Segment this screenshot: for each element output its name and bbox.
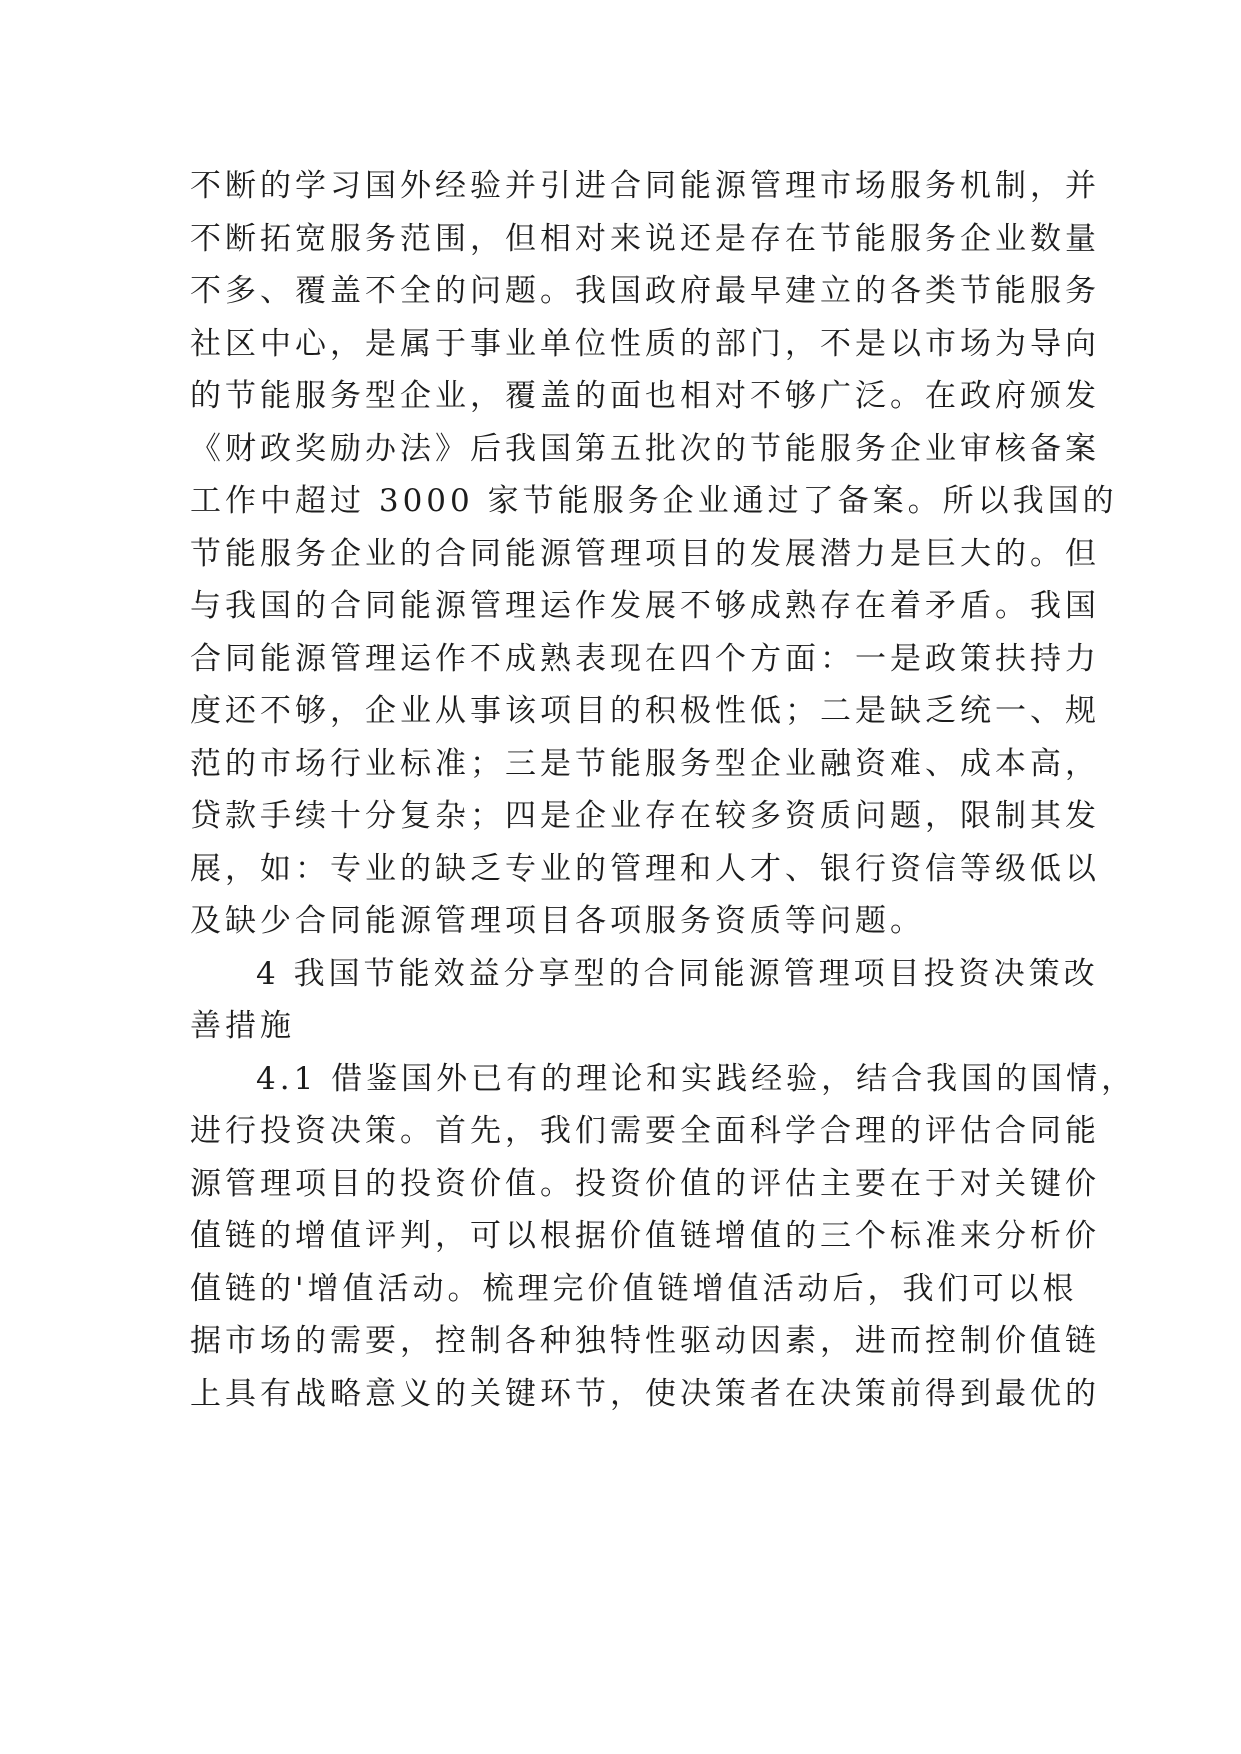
section-heading-continued: 善措施 <box>190 1008 295 1044</box>
text-line: 《财政奖励办法》后我国第五批次的节能服务企业审核备案 <box>190 430 1100 467</box>
text-line: 节能服务企业的合同能源管理项目的发展潜力是巨大的。但 <box>190 535 1100 572</box>
section-heading: 4 我国节能效益分享型的合同能源管理项目投资决策改 <box>256 955 1099 992</box>
text-line: 上具有战略意义的关键环节，使决策者在决策前得到最优的 <box>190 1375 1100 1412</box>
text-line: 源管理项目的投资价值。投资价值的评估主要在于对关键价 <box>190 1165 1100 1202</box>
subsection-start: 4.1 借鉴国外已有的理论和实践经验，结合我国的国情， <box>256 1060 1137 1097</box>
text-line: 工作中超过 3000 家节能服务企业通过了备案。所以我国的 <box>190 483 1118 519</box>
text-line: 值链的'增值活动。梳理完价值链增值活动后，我们可以根 <box>190 1270 1078 1307</box>
text-line: 的节能服务型企业，覆盖的面也相对不够广泛。在政府颁发 <box>190 378 1100 414</box>
body-text <box>190 160 1137 1420</box>
text-line: 社区中心，是属于事业单位性质的部门，不是以市场为导向 <box>190 325 1100 362</box>
text-line: 不断的学习国外经验并引进合同能源管理市场服务机制，并 <box>190 168 1100 204</box>
text-line: 度还不够，企业从事该项目的积极性低；二是缺乏统一、规 <box>190 693 1100 729</box>
text-line: 合同能源管理运作不成熟表现在四个方面：一是政策扶持力 <box>190 640 1100 677</box>
text-line: 进行投资决策。首先，我们需要全面科学合理的评估合同能 <box>190 1113 1100 1149</box>
text-line: 不多、覆盖不全的问题。我国政府最早建立的各类节能服务 <box>190 273 1100 309</box>
text-line: 不断拓宽服务范围，但相对来说还是存在节能服务企业数量 <box>190 220 1100 257</box>
text-line: 与我国的合同能源管理运作发展不够成熟存在着矛盾。我国 <box>190 588 1100 624</box>
text-line: 范的市场行业标准；三是节能服务型企业融资难、成本高， <box>190 745 1100 782</box>
text-line: 值链的增值评判，可以根据价值链增值的三个标准来分析价 <box>190 1218 1100 1254</box>
text-line: 贷款手续十分复杂；四是企业存在较多资质问题，限制其发 <box>190 798 1100 834</box>
text-line: 展，如：专业的缺乏专业的管理和人才、银行资信等级低以 <box>190 850 1100 887</box>
text-line: 据市场的需要，控制各种独特性驱动因素，进而控制价值链 <box>190 1323 1100 1359</box>
text-line: 及缺少合同能源管理项目各项服务资质等问题。 <box>190 903 925 939</box>
